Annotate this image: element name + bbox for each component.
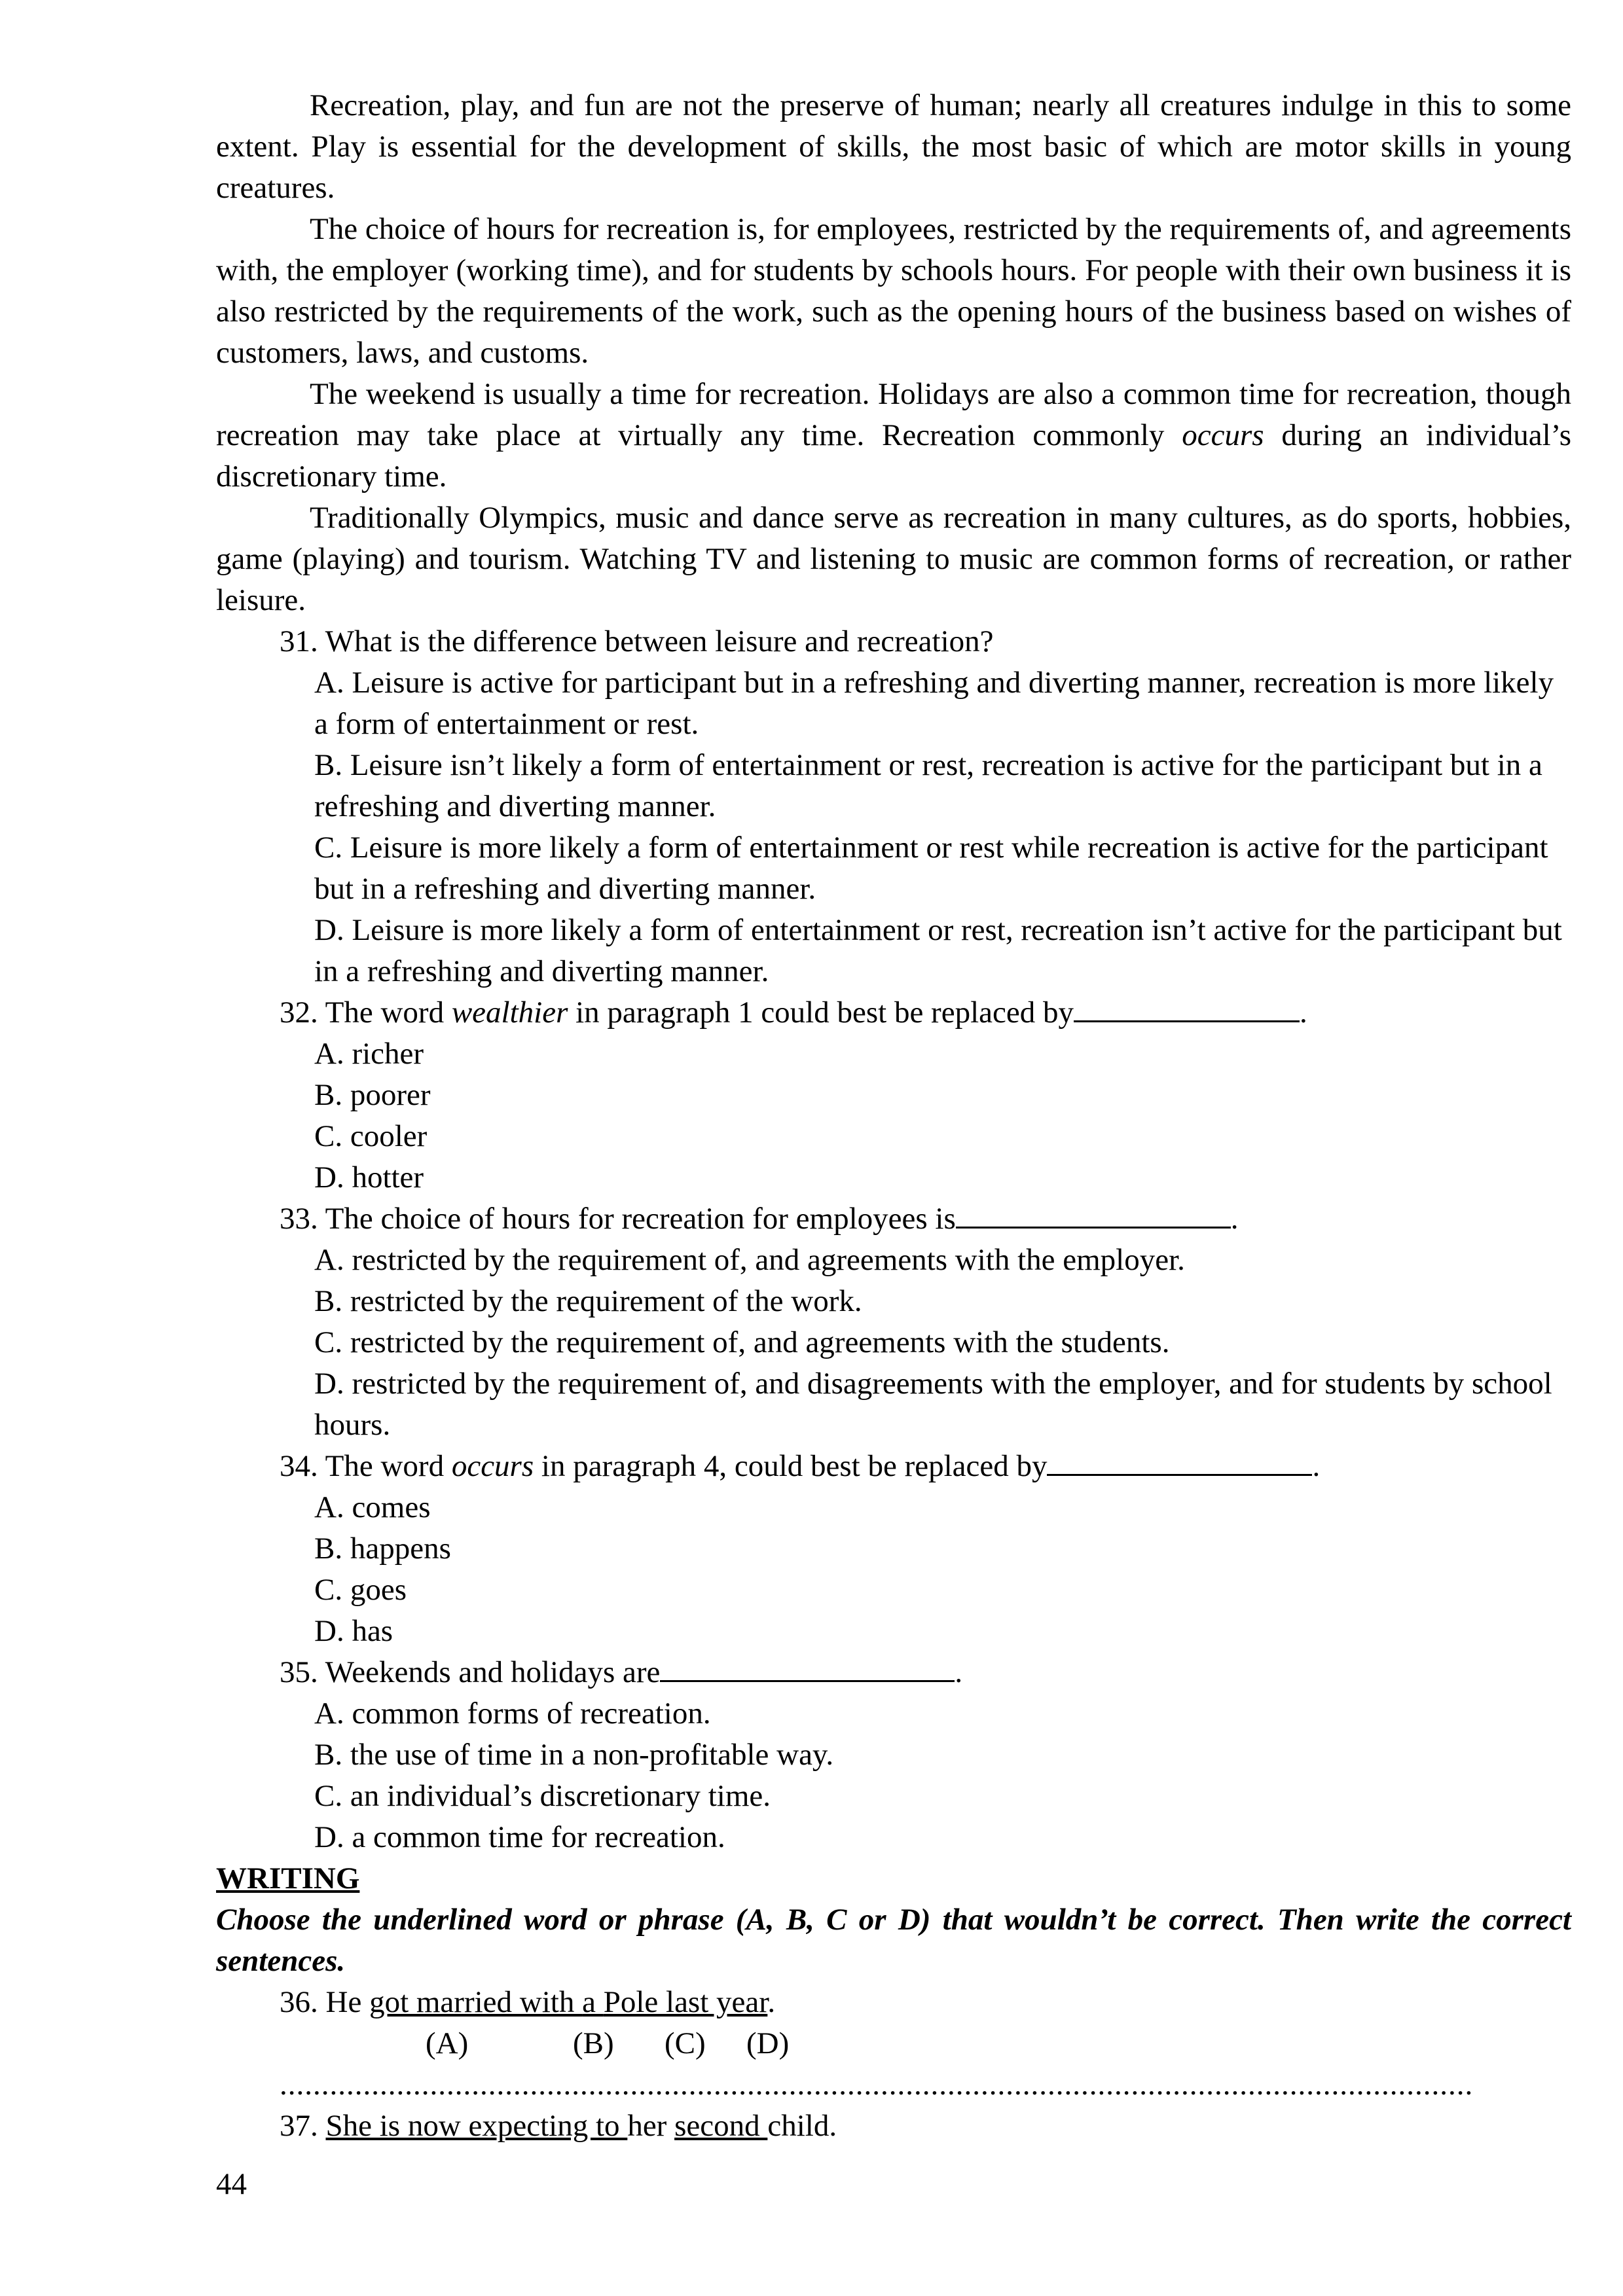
answer-blank[interactable] <box>1047 1448 1312 1476</box>
answer-blank[interactable] <box>660 1654 955 1682</box>
sentence-text: He <box>325 1985 370 2019</box>
question-stem: The word <box>325 1449 452 1483</box>
question-number: 35. <box>280 1655 318 1689</box>
answer-blank[interactable] <box>956 1200 1231 1229</box>
sentence-text: child. <box>767 2109 837 2143</box>
option-32c: C. cooler <box>314 1119 428 1153</box>
question-number: 34. <box>280 1449 318 1483</box>
question-stem: in paragraph 1 could best be replaced by <box>568 996 1074 1030</box>
option-letters-36 <box>216 2023 1571 2064</box>
item-number: 36. <box>280 1985 318 2019</box>
question-stem: in paragraph 4, could best be replaced by <box>534 1449 1048 1483</box>
option-31a: A. Leisure is active for participant but in a refreshing and diverting manner, recreation is more likely a form of entertainment or rest. <box>314 666 1554 741</box>
answer-blank[interactable] <box>1074 994 1300 1022</box>
question-stem: The word <box>325 996 452 1030</box>
underlined-part-a: She is now expecting to <box>325 2109 628 2143</box>
question-34 <box>216 1446 1571 1487</box>
option-34a: A. comes <box>314 1490 431 1524</box>
period: . <box>955 1655 963 1689</box>
passage-paragraph-4: Traditionally Olympics, music and dance serve as recreation in many cultures, as do sports, hobbies, game (playing) and tourism. Watching TV and listening to music are common forms of recreation, or rather leisure. <box>216 501 1571 617</box>
writing-item-37 <box>216 2106 1571 2147</box>
option-34d: D. has <box>314 1614 393 1648</box>
option-33c: C. restricted by the requirement of, and agreements with the students. <box>314 1325 1170 1359</box>
option-35b: B. the use of time in a non-profitable way. <box>314 1738 834 1772</box>
passage-paragraph-2: The choice of hours for recreation is, for employees, restricted by the requirements of, and agreements with, the employer (working time), and for students by schools hours. For people with their own business it is also restricted by the requirements of the work, such as the opening hours of the business based on wishes of customers, laws, and customs. <box>216 212 1571 370</box>
option-35c: C. an individual’s discretionary time. <box>314 1779 771 1813</box>
italic-word: wealthier <box>451 996 568 1030</box>
question-stem: What is the difference between leisure and recreation? <box>325 624 994 658</box>
question-number: 31. <box>280 624 318 658</box>
option-32a: A. richer <box>314 1037 424 1071</box>
question-number: 32. <box>280 996 318 1030</box>
option-32b: B. poorer <box>314 1078 431 1112</box>
writing-instruction: Choose the underlined word or phrase (A, B, C or D) that wouldn’t be correct. Then write the correct sentences. <box>216 1903 1571 1978</box>
writing-heading: WRITING <box>216 1861 360 1895</box>
underlined-part-c: second <box>674 2109 768 2143</box>
writing-item-36 <box>216 1982 1571 2023</box>
passage-paragraph-3 <box>216 374 1571 497</box>
underlined-part-b: a <box>582 1985 604 2019</box>
underlined-part-a: got married with <box>369 1985 583 2019</box>
option-33b: B. restricted by the requirement of the work. <box>314 1284 862 1318</box>
question-stem: The choice of hours for recreation for employees is <box>325 1202 956 1236</box>
answer-line-36[interactable]: ............................................................................................................................................... <box>280 2068 1474 2102</box>
letter-b: (B) <box>573 2026 614 2060</box>
option-34c: C. goes <box>314 1573 407 1607</box>
paragraph-text: The weekend is usually a time for recreation. Holidays are also a common time for recreation, though recreation may take place at virtually any time. Recreation commonly <box>216 377 1571 452</box>
sentence-text: . <box>767 1985 776 2019</box>
period: . <box>1299 996 1307 1030</box>
period: . <box>1312 1449 1321 1483</box>
italic-word: occurs <box>451 1449 534 1483</box>
option-33d: D. restricted by the requirement of, and disagreements with the employer, and for students by school hours. <box>314 1367 1552 1442</box>
option-34b: B. happens <box>314 1532 451 1566</box>
passage-paragraph-1: Recreation, play, and fun are not the preserve of human; nearly all creatures indulge in this to some extent. Play is essential for the development of skills, the most basic of which are motor skills in young creatures. <box>216 88 1571 205</box>
question-number: 33. <box>280 1202 318 1236</box>
item-number: 37. <box>280 2109 318 2143</box>
option-31b: B. Leisure isn’t likely a form of entertainment or rest, recreation is active for the participant but in a refreshing and diverting manner. <box>314 748 1542 823</box>
option-31d: D. Leisure is more likely a form of entertainment or rest, recreation isn’t active for the participant but in a refreshing and diverting manner. <box>314 913 1562 988</box>
letter-d: (D) <box>746 2026 790 2060</box>
page-number: 44 <box>216 2167 247 2201</box>
period: . <box>1230 1202 1239 1236</box>
paragraph-text: during an individual’s discretionary time. <box>216 418 1571 493</box>
sentence-text: her <box>627 2109 675 2143</box>
underlined-part-cd: Pole last year <box>603 1985 768 2019</box>
question-stem: Weekends and holidays are <box>325 1655 661 1689</box>
question-32 <box>216 992 1571 1033</box>
option-31c: C. Leisure is more likely a form of entertainment or rest while recreation is active for the participant but in a refreshing and diverting manner. <box>314 831 1548 906</box>
italic-word: occurs <box>1182 418 1264 452</box>
option-32d: D. hotter <box>314 1160 424 1194</box>
option-35d: D. a common time for recreation. <box>314 1820 725 1854</box>
option-33a: A. restricted by the requirement of, and agreements with the employer. <box>314 1243 1185 1277</box>
letter-a: (A) <box>426 2026 469 2060</box>
question-31 <box>216 621 1571 662</box>
option-35a: A. common forms of recreation. <box>314 1696 711 1731</box>
question-35 <box>216 1652 1571 1693</box>
question-33 <box>216 1198 1571 1240</box>
letter-c: (C) <box>665 2026 706 2060</box>
document-page <box>216 85 1571 2147</box>
